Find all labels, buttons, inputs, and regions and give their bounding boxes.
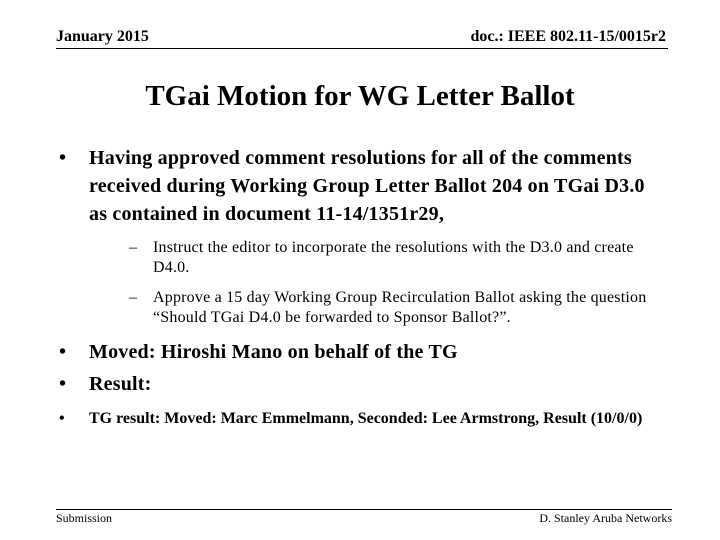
- header-divider: [56, 48, 668, 49]
- sub-bullet-marker: –: [129, 289, 138, 306]
- bullet-tg-result-text: TG result: Moved: Marc Emmelmann, Seconded: Lee Armstrong, Result (10/0/0): [89, 410, 643, 427]
- bullet-result: [56, 370, 668, 398]
- bullet-moved-text: Moved: Hiroshi Mano on behalf of the TG: [89, 341, 458, 363]
- bullet-result-text: Result:: [89, 373, 152, 395]
- sub-bullet-list: [89, 238, 668, 328]
- bullet-marker: •: [59, 373, 67, 395]
- bullet-tg-result: [56, 408, 668, 430]
- sub-bullet-recirculation-ballot: [89, 288, 668, 328]
- bullet-list: [56, 144, 668, 430]
- footer-submission: Submission: [56, 511, 113, 525]
- sub-bullet-text: Approve a 15 day Working Group Recirculation Ballot asking the question “Should TGai D4.0 be forwarded to Sponsor Ballot?”.: [153, 289, 647, 326]
- bullet-motion: [56, 144, 668, 328]
- slide-title: TGai Motion for WG Letter Ballot: [145, 80, 575, 112]
- header-doc-id: doc.: IEEE 802.11-15/0015r2: [470, 28, 666, 45]
- bullet-motion-text: Having approved comment resolutions for all of the comments received during Working Group Letter Ballot 204 on TGai D3.0 as contained in document 11-14/1351r29,: [89, 147, 645, 225]
- bullet-marker: •: [59, 147, 67, 169]
- bullet-moved: [56, 338, 668, 366]
- header-date: January 2015: [56, 28, 149, 45]
- sub-bullet-text: Instruct the editor to incorporate the resolutions with the D3.0 and create D4.0.: [153, 239, 634, 276]
- footer-author: D. Stanley Aruba Networks: [539, 511, 672, 525]
- bullet-marker: •: [59, 410, 65, 427]
- bullet-marker: •: [59, 341, 67, 363]
- sub-bullet-instruct-editor: [89, 238, 668, 278]
- sub-bullet-marker: –: [129, 239, 138, 256]
- footer-divider: [56, 509, 672, 510]
